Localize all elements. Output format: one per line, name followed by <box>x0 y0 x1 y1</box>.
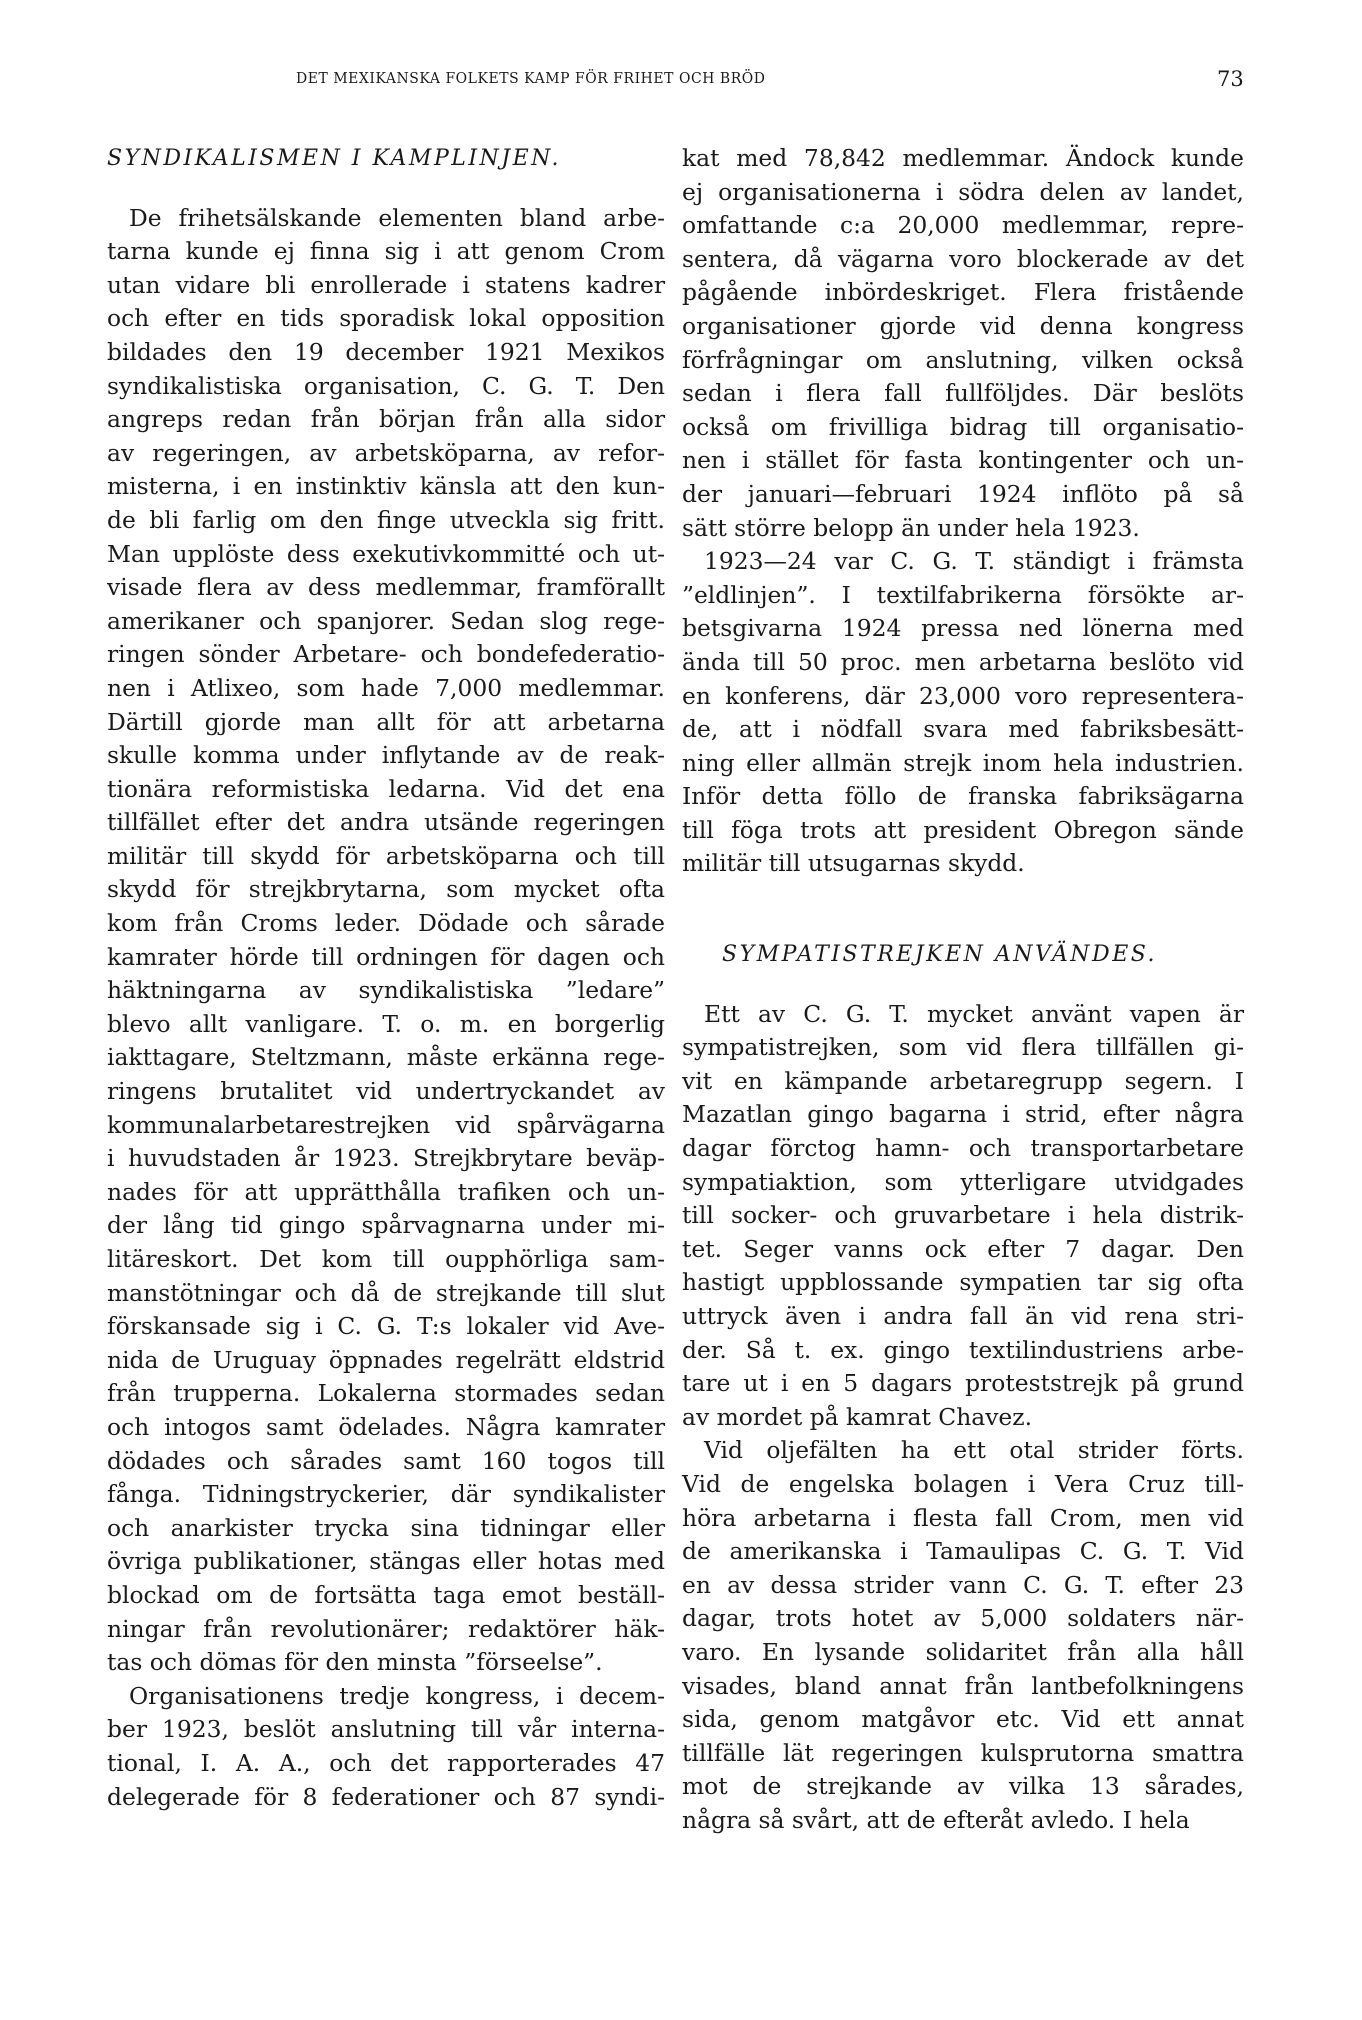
paragraph <box>682 998 1244 1435</box>
text-line: betsgivarna 1924 pressa ned lönerna med <box>682 614 1244 643</box>
text-line: av regeringen, av arbetsköparna, av refor- <box>107 438 665 467</box>
text-line: ning eller allmän strejk inom hela industrien. <box>682 748 1244 777</box>
text-line: ”eldlinjen”. I textilfabrikerna försökte ar- <box>682 580 1244 609</box>
text-line: amerikaner och spanjorer. Sedan slog rege- <box>107 606 665 635</box>
text-line: tare ut i en 5 dagars proteststrejk på grund <box>682 1369 1244 1398</box>
text-line: från trupperna. Lokalerna stormades sedan <box>107 1379 665 1408</box>
text-line: visades, bland annat från lantbefolkningens <box>682 1671 1244 1700</box>
text-line: sympatistrejken, som vid flera tillfällen gi- <box>682 1033 1244 1062</box>
text-line: sympatiaktion, som ytterligare utvidgades <box>682 1167 1244 1196</box>
text-line: dödades och sårades samt 160 togos till <box>107 1446 665 1475</box>
text-line: också om frivilliga bidrag till organisatio- <box>682 412 1244 441</box>
text-line: kamrater hörde till ordningen för dagen och <box>107 942 665 971</box>
text-line: ningar från revolutionärer; redaktörer häk- <box>107 1614 665 1643</box>
text-line: nida de Uruguay öppnades regelrätt eldstrid <box>107 1345 665 1374</box>
text-line: fånga. Tidningstryckerier, där syndikalister <box>107 1480 665 1509</box>
heading-spacer <box>107 176 665 202</box>
left-column <box>107 142 665 1814</box>
text-line: sätt större belopp än under hela 1923. <box>682 513 1140 542</box>
text-line: nades för att upprätthålla trafiken och un- <box>107 1177 665 1206</box>
page-number: 73 <box>1217 67 1244 91</box>
text-line: omfattande c:a 20,000 medlemmar, repre- <box>682 211 1244 240</box>
text-line: höra arbetarna i flesta fall Crom, men vid <box>682 1503 1244 1532</box>
text-line: skydd för strejkbrytarna, som mycket ofta <box>107 875 665 904</box>
section-heading-syndikalismen: SYNDIKALISMEN I KAMPLINJEN. <box>107 146 562 171</box>
heading-spacer <box>682 972 1244 998</box>
section-heading-sympatistrejken: SYMPATISTREJKEN ANVÄNDES. <box>722 942 1158 968</box>
text-line: de bli farlig om den finge utveckla sig fritt. <box>107 505 665 534</box>
text-line: och anarkister trycka sina tidningar eller <box>107 1513 665 1542</box>
text-line: visade flera av dess medlemmar, framförallt <box>107 573 665 602</box>
text-line: sentera, då vägarna voro blockerade av det <box>682 244 1244 273</box>
text-line: Ett av C. G. T. mycket använt vapen är <box>704 999 1244 1028</box>
text-line: der. Så t. ex. gingo textilindustriens arbe- <box>682 1335 1244 1364</box>
text-line: utan vidare bli enrollerade i statens kadrer <box>107 270 665 299</box>
text-line: dagar förctog hamn- och transportarbetare <box>682 1134 1244 1163</box>
paragraph <box>682 142 1244 545</box>
text-line: sedan i flera fall fullföljdes. Där beslöts <box>682 379 1244 408</box>
text-line: skulle komma under inflytande av de reak- <box>107 741 665 770</box>
text-line: de, att i nödfall svara med fabriksbesätt- <box>682 715 1244 744</box>
text-line: varo. En lysande solidaritet från alla håll <box>682 1637 1244 1666</box>
text-line: en konferens, där 23,000 voro representera- <box>682 681 1244 710</box>
running-title: DET MEXIKANSKA FOLKETS KAMP FÖR FRIHET OCH BRÖD <box>296 69 766 87</box>
text-line: pågående inbördeskriget. Flera fristående <box>682 278 1244 307</box>
text-line: Därtill gjorde man allt för att arbetarna <box>107 707 665 736</box>
text-line: militär till utsugarnas skydd. <box>682 849 1025 878</box>
text-line: blevo allt vanligare. T. o. m. en borgerlig <box>107 1009 665 1038</box>
section-spacer <box>682 881 1244 938</box>
text-line: tas och dömas för den minsta ”förseelse”. <box>107 1648 603 1677</box>
text-line: i huvudstaden år 1923. Strejkbrytare beväp- <box>107 1144 665 1173</box>
text-line: angreps redan från början från alla sidor <box>107 405 665 434</box>
text-line: tet. Seger vanns ock efter 7 dagar. Den <box>682 1234 1244 1263</box>
text-line: blockad om de fortsätta taga emot beställ- <box>107 1580 665 1609</box>
text-line: Vid oljefälten ha ett otal strider förts. <box>704 1436 1244 1465</box>
text-line: och intogos samt ödelades. Några kamrater <box>107 1412 665 1441</box>
text-line: ej organisationerna i södra delen av landet, <box>682 177 1244 206</box>
text-line: uttryck även i andra fall än vid rena stri- <box>682 1302 1244 1330</box>
text-line: Organisationens tredje kongress, i decem- <box>129 1681 665 1710</box>
text-line: övriga publikationer, stängas eller hotas med <box>107 1547 665 1576</box>
text-line: Inför detta föllo de franska fabriksägarna <box>682 782 1244 811</box>
text-line: mot de strejkande av vilka 13 sårades, <box>682 1772 1244 1801</box>
text-line: Mazatlan gingo bagarna i strid, efter några <box>682 1100 1244 1129</box>
text-line: några så svårt, att de efteråt avledo. I hela <box>682 1805 1190 1834</box>
right-column <box>682 142 1244 1838</box>
text-line: ber 1923, beslöt anslutning till vår interna- <box>107 1715 665 1744</box>
text-line: der januari—februari 1924 inflöto på så <box>682 479 1244 508</box>
text-line: hastigt uppblossande sympatien tar sig ofta <box>682 1268 1244 1297</box>
text-line: tional, I. A. A., och det rapporterades 47 <box>107 1748 665 1777</box>
text-line: kom från Croms leder. Dödade och sårade <box>107 909 665 938</box>
text-line: Man upplöste dess exekutivkommitté och ut- <box>107 539 665 568</box>
text-line: till socker- och gruvarbetare i hela distrik- <box>682 1201 1244 1230</box>
text-line: ringens brutalitet vid undertryckandet av <box>107 1077 665 1106</box>
text-line: nen i stället för fasta kontingenter och un- <box>682 446 1244 475</box>
text-line: och efter en tids sporadisk lokal opposition <box>107 304 665 333</box>
text-line: nen i Atlixeo, som hade 7,000 medlemmar. <box>107 673 665 702</box>
text-line: kommunalarbetarestrejken vid spårvägarna <box>107 1110 665 1139</box>
text-line: tillfället efter det andra utsände regeringen <box>107 808 665 837</box>
text-line: en av dessa strider vann C. G. T. efter 23 <box>682 1570 1244 1599</box>
text-line: häktningarna av syndikalistiska ”ledare” <box>107 976 665 1005</box>
text-line: misterna, i en instinktiv känsla att den kun- <box>107 472 665 501</box>
paragraph <box>107 202 665 1680</box>
text-line: tillfälle lät regeringen kulsprutorna smattra <box>682 1738 1244 1767</box>
text-line: tionära reformistiska ledarna. Vid det ena <box>107 774 665 803</box>
text-line: vit en kämpande arbetaregrupp segern. I <box>682 1066 1244 1095</box>
text-line: organisationer gjorde vid denna kongress <box>682 311 1244 340</box>
paragraph <box>107 1680 665 1814</box>
text-line: sida, genom matgåvor etc. Vid ett annat <box>682 1705 1244 1734</box>
text-line: de amerikanska i Tamaulipas C. G. T. Vid <box>682 1537 1244 1566</box>
text-line: bildades den 19 december 1921 Mexikos <box>107 337 665 366</box>
text-line: av mordet på kamrat Chavez. <box>682 1402 1033 1431</box>
paragraph <box>682 1434 1244 1837</box>
text-line: De frihetsälskande elementen bland arbe- <box>129 203 665 232</box>
text-line: förfrågningar om anslutning, vilken också <box>682 345 1244 374</box>
text-line: till föga trots att president Obregon sände <box>682 815 1244 844</box>
text-line: tarna kunde ej finna sig i att genom Crom <box>107 237 665 266</box>
text-line: dagar, trots hotet av 5,000 soldaters när- <box>682 1604 1244 1633</box>
text-line: manstötningar och då de strejkande till slut <box>107 1278 665 1307</box>
text-line: kat med 78,842 medlemmar. Ändock kunde <box>682 144 1244 172</box>
text-line: syndikalistiska organisation, C. G. T. Den <box>107 371 665 400</box>
text-line: ringen sönder Arbetare- och bondefederatio- <box>107 640 665 669</box>
running-head <box>0 69 1362 93</box>
text-line: delegerade för 8 federationer och 87 syndi- <box>107 1782 665 1811</box>
text-line: militär till skydd för arbetsköparna och till <box>107 841 665 870</box>
text-line: förskansade sig i C. G. T:s lokaler vid Ave- <box>107 1312 665 1341</box>
text-line: ända till 50 proc. men arbetarna beslöto vid <box>682 647 1244 676</box>
text-line: der lång tid gingo spårvagnarna under mi- <box>107 1211 665 1240</box>
text-line: iakttagare, Steltzmann, måste erkänna rege- <box>107 1043 665 1072</box>
text-line: litäreskort. Det kom till oupphörliga sam- <box>107 1245 665 1273</box>
text-line: 1923—24 var C. G. T. ständigt i främsta <box>704 547 1244 576</box>
paragraph <box>682 545 1244 881</box>
text-line: Vid de engelska bolagen i Vera Cruz till- <box>682 1469 1244 1498</box>
